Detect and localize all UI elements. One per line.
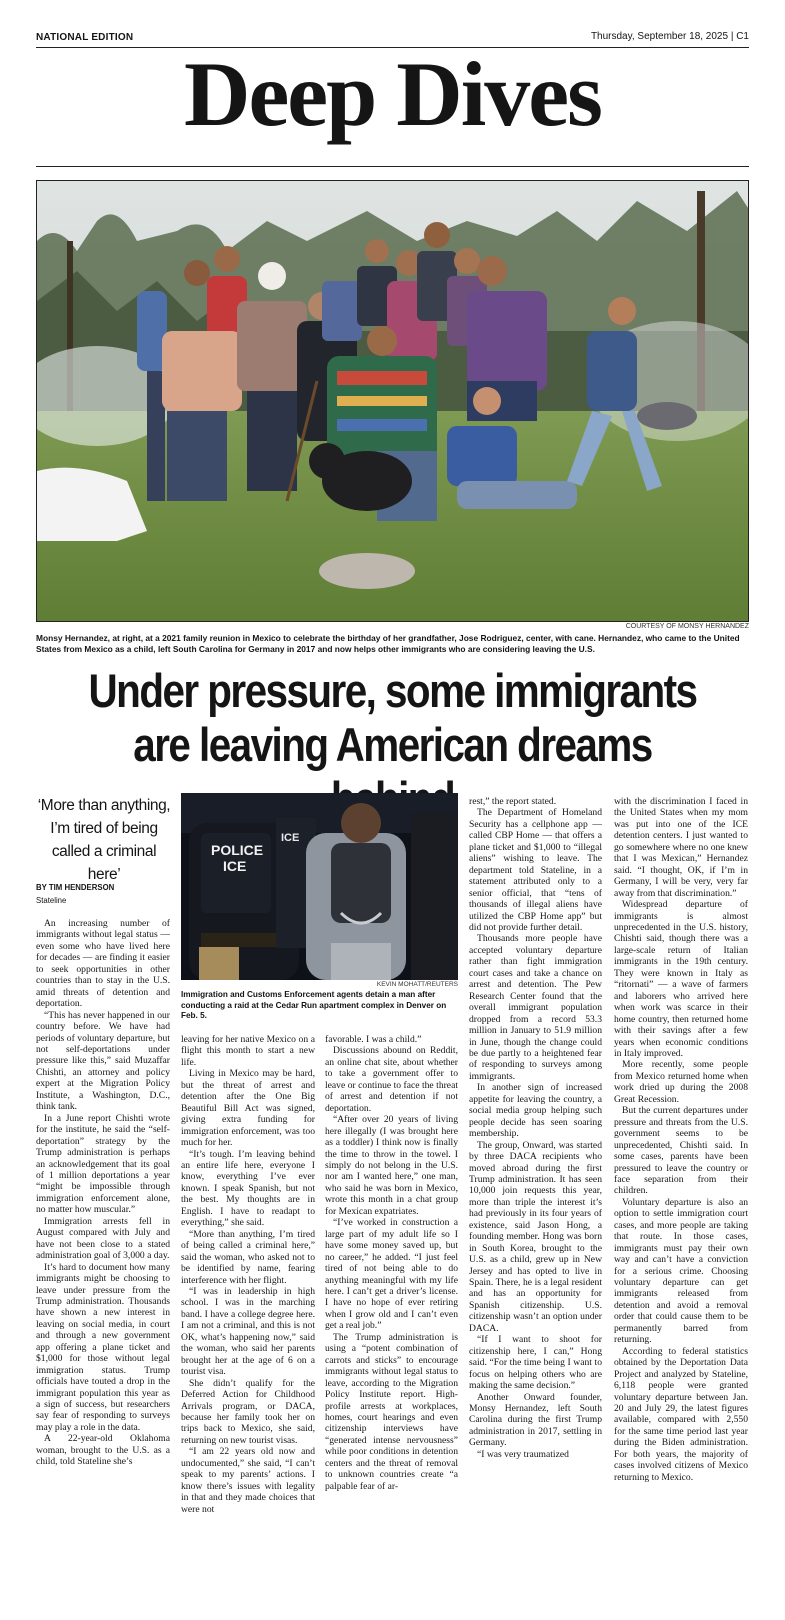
article-paragraph: A 22-year-old Oklahoma woman, brought to the U.S. as a child, told Stateline she’s <box>36 1433 170 1468</box>
article-paragraph: In another sign of increased appetite for leaving the country, a social media group helping such people decide has seen soaring membership. <box>469 1082 602 1140</box>
article-paragraph: “I’ve worked in construction a large part of my adult life so I have some money saved up, but no career,” he added. “I just feel tired of not being able to do anything meaningful with my life here. I can’t get a driver’s license. I have no hope of ever retiring when I grow old and I can’t even get a real job.” <box>325 1217 458 1332</box>
ice-vest-label: ICE <box>223 858 247 874</box>
article-paragraph: The Department of Homeland Security has a cellphone app — called CBP Home — that offers a plane ticket and $1,000 to “illegal aliens” wishing to leave. The department told Stateline, in a statement attributed only to a senior official, that “tens of thousands of illegal aliens have utilized the CBP Home app” but did not provide further detail. <box>469 807 602 933</box>
article-paragraph: Widespread departure of immigrants is almost unprecedented in the U.S. history, Chishti said, though there was a large-scale return of Italian immigrants in the 19th century. They were known in Italy as “ritornati” — a wave of farmers and laborers who arrived here when work was scarce in their home country, then returned home with their savings after a few years when economic conditions in Italy improved. <box>614 899 748 1059</box>
main-photo-credit: COURTESY OF MONSY HERNANDEZ <box>625 623 749 630</box>
article-paragraph: According to federal statistics obtained by the Deportation Data Project and analyzed by Stateline, 6,118 people were granted voluntary departure between Jan. 20 and July 29, the latest figures available, compared with 2,550 for the same time period last year during the Biden administration. For both years, the majority of cases involved citizens of Mexico returning to Mexico. <box>614 1345 748 1483</box>
article-paragraph: “More than anything, I’m tired of being called a criminal here,” said the woman, who asked not to be identified by name, fearing interference with her flight. <box>181 1228 315 1286</box>
article-paragraph: “This has never happened in our country before. We have had periods of voluntary departure, but not self-deportations under pressure like this,” said Muzaffar Chishti, an attorney and policy expert at the Migration Policy Institute, a Washington, D.C., think tank. <box>36 1009 170 1113</box>
article-paragraph: The group, Onward, was started by three DACA recipients who moved abroad during the first Trump administration. It has seen 10,000 join requests this year, more than triple the interest it’s had previously in its four years of existence, said Jason Hong, a founding member. Hong was born in South Korea, brought to the U.S. as a child, grew up in New Jersey and has opted to live in Spain. There, he is a legal resident and has an opportunity for Spanish citizenship. U.S. citizenship wasn’t an option under DACA. <box>469 1139 602 1334</box>
photo2-caption: Immigration and Customs Enforcement agents detain a man after conducting a raid at the Cedar Run apartment complex in Denver on Feb. 5. <box>181 990 447 1021</box>
article-paragraph: favorable. I was a child.” <box>325 1034 422 1045</box>
article-paragraph: Immigration arrests fell in August compared with July and have not been close to a stated administration goal of 3,000 a day. <box>36 1215 170 1262</box>
masthead-rule <box>36 166 749 167</box>
article-paragraph: In a June report Chishti wrote for the institute, he said the “self-deportation” strategy by the Trump administration is perhaps an acknowledgement that its goal of 1 million deportations a year “might be impossible through immigration enforcement alone, no matter how muscular.” <box>36 1112 170 1216</box>
article-paragraph: It’s hard to document how many immigrants might be choosing to leave under pressure from the Trump administration. Thousands have shown a new interest in leaving on social media, in court and through a new government app offering a plane ticket and $1,000 for those without legal immigration status. Trump officials have touted a drop in the immigrant population this year as a sign of success, but researchers say fear of responding to surveys may play a role in the data. <box>36 1261 170 1433</box>
ice-back-label: ICE <box>281 832 300 844</box>
article-paragraph: But the current departures under pressure and threats from the U.S. government seems to be unprecedented, Chishti said. In some cases, parents have been pressured to leave the country or face separation from their children. <box>614 1105 748 1197</box>
article-paragraph: rest,” the report stated. <box>469 796 557 807</box>
article-deck: ‘More than anything, I’m tired of being called a criminal here’ <box>37 797 171 883</box>
edition-label: NATIONAL EDITION <box>36 32 134 43</box>
article-paragraph: An increasing number of immigrants without legal status — even some who have lived here for decades — are finding it easier to seek opportunities in other countries than to stay in the U.S. amid threats of detention and deportation. <box>36 918 170 1010</box>
article-paragraph: Thousands more people have accepted voluntary departure rather than fight immigration court cases and take a chance on arrest and detention. The Pew Research Center found that the overall immigrant population dropped from a record 53.3 million in January to 51.9 million in June, though the change could be due partly to a heightened fear of responding to surveys among immigrants. <box>469 933 602 1082</box>
article-paragraph: “If I want to shoot for citizenship here, I can,” Hong said. “For the time being I want to focus on helping others who are making the same decision.” <box>469 1334 602 1392</box>
police-vest-label: POLICE <box>211 842 264 858</box>
family-reunion-photo <box>36 180 749 622</box>
article-paragraph: Voluntary departure is also an option to settle immigration court cases, and more people are taking that route. In those cases, immigrants must pay their own way and can’t have a conviction for a serious crime. Choosing voluntary departure can get immigrants released from detention and avoid a removal order that could cause them to be permanently barred from returning. <box>614 1196 748 1346</box>
article-column-5 <box>614 796 748 1610</box>
article-paragraph: “It’s tough. I’m leaving behind an entire life here, everyone I know, everything I’ve ever known. I speak Spanish, but not the best. My thoughts are in English. I have to readapt to everything,” she said. <box>181 1148 315 1229</box>
article-headline: Under pressure, some immigrants are leaving American dreams <box>88 664 697 771</box>
masthead-title: Deep Dives <box>184 43 601 145</box>
article-paragraph: Living in Mexico may be hard, but the threat of arrest and detention after the One Big Beautiful Bill Act was signed, giving extra funding for immigration enforcement, was too much for her. <box>181 1068 315 1149</box>
article-paragraph: leaving for her native Mexico on a flight this month to start a new life. <box>181 1034 315 1068</box>
article-paragraph: The Trump administration is using a “potent combination of carrots and sticks” to encourage immigrants without legal status to leave, according to the Migration Policy Institute report. High-profile arrests at workplaces, homes, court hearings and even citizenship interviews have “generated intense nervousness” while poor conditions in detention centers and the threat of removal to unknown countries create “a palpable fear of ar- <box>325 1331 458 1492</box>
article-column-2 <box>181 1034 315 1610</box>
article-paragraph: “I was very traumatized <box>477 1448 569 1460</box>
article-source: Stateline <box>36 896 67 905</box>
main-photo-caption: Monsy Hernandez, at right, at a 2021 family reunion in Mexico to celebrate the birthday of her grandfather, Jose Rodriguez, center, with cane. Hernandez, who came to the United States from Mexico as a child, left South Carolina for Germany in 2017 and now helps other immigrants who are considering leaving the U.S. <box>36 633 740 654</box>
article-column-4 <box>469 796 602 1610</box>
ice-raid-photo <box>181 793 458 980</box>
article-paragraph: She didn’t qualify for the Deferred Action for Childhood Arrivals program, or DACA, because her family took her on trips back to Mexico, she said, returning on new tourist visas. <box>181 1377 315 1446</box>
photo2-credit: KEVIN MOHATT/REUTERS <box>376 981 458 988</box>
article-paragraph: “After over 20 years of living here illegally (I was brought here as a toddler) I think now is finally the time to throw in the towel. I simply do not belong in the U.S. nor am I wanted here,” one man, who said he was born in Mexico, wrote this month in a chat group for Mexican expatriates. <box>325 1114 458 1217</box>
article-byline: BY TIM HENDERSON <box>36 883 115 892</box>
article-paragraph: Another Onward founder, Monsy Hernandez, left South Carolina during the first Trump administration in 2017, settling in Germany. <box>469 1391 602 1449</box>
article-column-1 <box>36 918 170 1610</box>
article-column-3 <box>325 1034 458 1610</box>
article-paragraph: “I am 22 years old now and undocumented,” she said, “I can’t speak to my parents’ actions. I know there’s issues with legality in that and they made choices that were not <box>181 1446 315 1515</box>
article-paragraph: “I was in leadership in high school. I was in the marching band. I have a college degree here. I am not a criminal, and this is not OK, what’s happening now,” said the woman, who said her parents brought her at the age of 6 on a tourist visa. <box>181 1285 315 1378</box>
article-paragraph: More recently, some people from Mexico returned home when work dried up during the 2008 Great Recession. <box>614 1059 748 1105</box>
date-page-label: Thursday, September 18, 2025 | C1 <box>590 31 749 42</box>
article-paragraph: Discussions abound on Reddit, an online chat site, about whether to take a government offer to leave or continue to face the threat of arrest and detention if not deportation. <box>325 1045 458 1114</box>
article-paragraph: with the discrimination I faced in the United States when my mom was put into one of the ICE detention centers. I just wanted to go somewhere where no one knew that I was Mexican,” Hernandez said. “I thought, OK, if I’m in Germany, I will be very, very far away from that discrimination.” <box>614 796 748 899</box>
